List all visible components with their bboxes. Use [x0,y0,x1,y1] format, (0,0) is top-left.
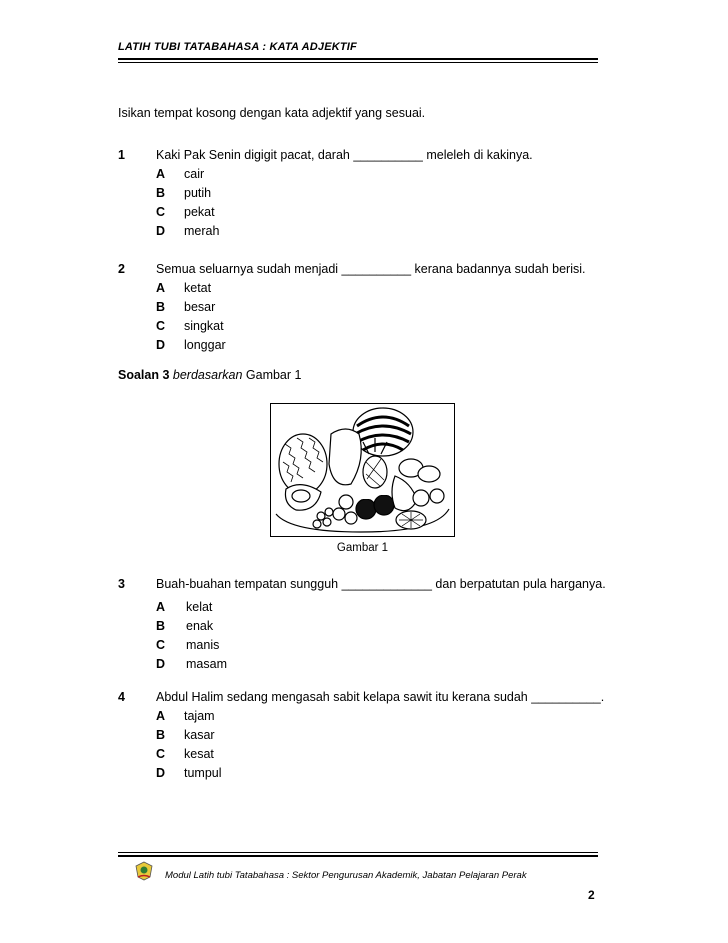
option-letter: C [156,638,166,652]
header-title: LATIH TUBI TATABAHASA : KATA ADJEKTIF [118,41,357,53]
question-number: 4 [118,690,125,704]
option-text: cair [184,167,205,181]
option-letter: D [156,657,166,671]
option-letter: D [156,224,166,238]
option-text: longgar [184,338,226,352]
option-letter: C [156,747,166,761]
option-text: kelat [186,600,213,614]
footer-text: Modul Latih tubi Tatabahasa : Sektor Pengurusan Akademik, Jabatan Pelajaran Perak [165,870,527,881]
option-letter: D [156,338,166,352]
crest-icon [134,861,154,881]
option-letter: D [156,766,166,780]
option-text: kesat [184,747,214,761]
option-text: besar [184,300,216,314]
page-number: 2 [588,888,595,902]
question-number: 2 [118,262,125,276]
option-text: tumpul [184,766,222,780]
fruit-illustration-icon [271,404,454,536]
instruction-text: Isikan tempat kosong dengan kata adjektif yang sesuai. [118,106,426,120]
option-letter: B [156,619,166,633]
option-letter: C [156,205,166,219]
option-text: putih [184,186,212,200]
option-letter: A [156,709,166,723]
option-letter: B [156,728,166,742]
question-stem: Semua seluarnya sudah menjadi __________ kerana badannya sudah berisi. [156,262,586,276]
option-letter: C [156,319,166,333]
option-text: merah [184,224,220,238]
question-stem: Abdul Halim sedang mengasah sabit kelapa sawit itu kerana sudah __________. [156,690,605,704]
question-number: 1 [118,148,125,162]
option-text: manis [186,638,220,652]
header-rule-thin [118,62,598,63]
option-letter: B [156,186,166,200]
question-number: 3 [118,577,125,591]
option-letter: B [156,300,166,314]
footer-rule-thin [118,852,598,853]
question-stem: Kaki Pak Senin digigit pacat, darah __________ meleleh di kakinya. [156,148,533,162]
option-text: kasar [184,728,215,742]
option-text: tajam [184,709,215,723]
figure-reference-bold: Soalan 3 [118,368,170,382]
option-text: pekat [184,205,215,219]
figure-reference-italic: berdasarkan [172,368,243,382]
option-text: singkat [184,319,224,333]
figure-reference [118,368,301,382]
option-text: enak [186,619,214,633]
header-rule-thick [118,58,598,60]
figure-reference-rest: Gambar 1 [245,368,302,382]
fruit-illustration [270,403,455,537]
option-letter: A [156,167,166,181]
option-text: masam [186,657,227,671]
option-letter: A [156,281,166,295]
option-text: ketat [184,281,212,295]
figure-caption: Gambar 1 [336,542,389,554]
footer-rule-thick [118,855,598,857]
question-stem: Buah-buahan tempatan sungguh _____________ dan berpatutan pula harganya. [156,577,606,591]
option-letter: A [156,600,166,614]
